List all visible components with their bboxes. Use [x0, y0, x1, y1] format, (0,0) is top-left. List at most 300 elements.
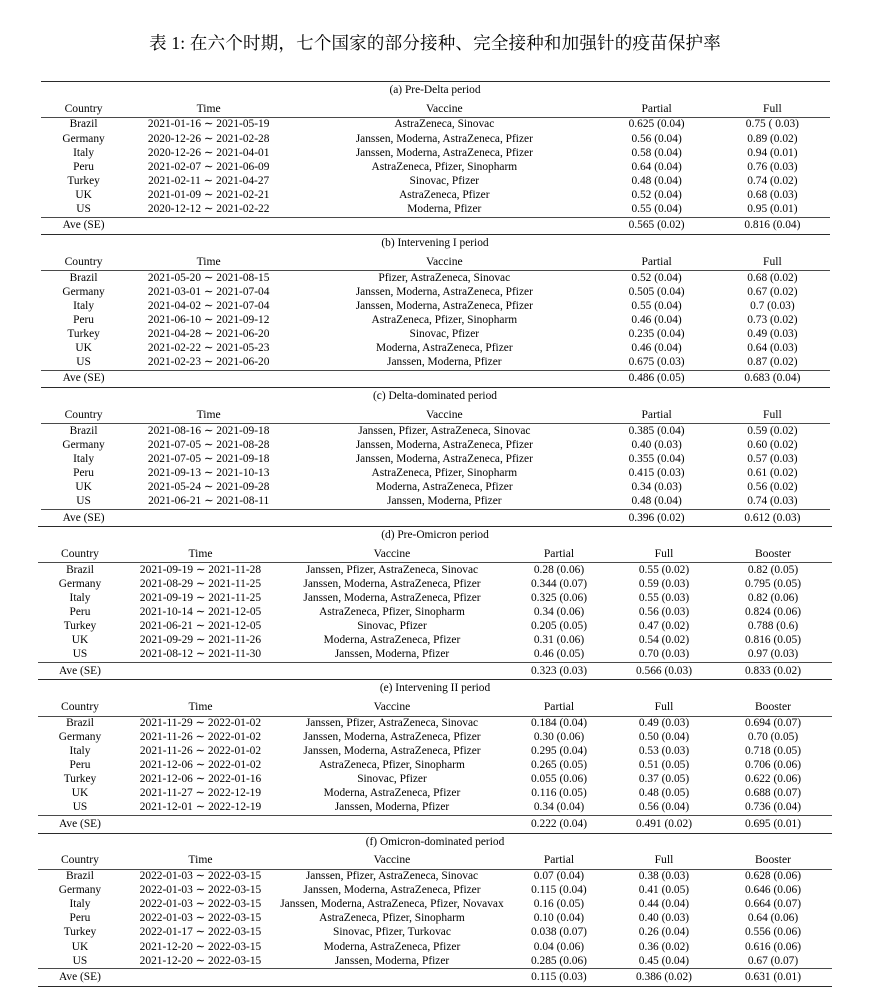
table-row [38, 592, 831, 606]
cell-full: 0.64 (0.03) [747, 342, 798, 355]
average-label: Ave (SE) [38, 663, 121, 680]
panel-b [41, 234, 830, 387]
cell-booster: 0.82 (0.06) [747, 591, 799, 604]
cell-partial: 0.30 (0.06) [533, 731, 585, 743]
average-full: 0.386 (0.02) [613, 969, 714, 986]
cell-vaccine: Janssen, Moderna, AstraZeneca, Pfizer, Novavax [280, 898, 504, 911]
cell-full: 0.67 (0.02) [747, 285, 798, 298]
cell-country: Germany [58, 884, 102, 897]
cell-booster: 0.556 (0.06) [744, 926, 801, 939]
header-row [38, 698, 831, 716]
panel-c [41, 387, 830, 526]
cell-country: Brazil [38, 869, 121, 884]
cell-partial: 0.46 (0.04) [631, 342, 682, 355]
table-row [41, 328, 830, 342]
cell-country: Peru [73, 160, 95, 173]
table-row [41, 481, 830, 495]
column-header-country: Country [60, 699, 99, 713]
column-header-time: Time [188, 853, 213, 867]
column-header-partial: Partial [543, 699, 575, 713]
cell-country: UK [71, 634, 89, 647]
column-header-booster: Booster [754, 699, 792, 713]
cell-partial: 0.355 (0.04) [628, 452, 685, 465]
cell-country: UK [75, 481, 92, 494]
cell-full: 0.59 (0.03) [638, 577, 690, 590]
cell-time: 2022-01-03 ∼ 2022-03-15 [139, 912, 262, 925]
cell-time: 2020-12-26 ∼ 2021-02-28 [147, 132, 270, 145]
cell-country: Brazil [41, 424, 127, 439]
cell-partial: 0.10 (0.04) [533, 912, 585, 925]
average-full: 0.566 (0.03) [613, 663, 714, 680]
cell-full: 0.41 (0.05) [638, 884, 690, 897]
column-header-vaccine: Vaccine [373, 699, 411, 713]
cell-time: 2021-04-28 ∼ 2021-06-20 [147, 327, 270, 340]
cell-vaccine: Moderna, AstraZeneca, Pfizer [375, 481, 513, 494]
cell-booster: 0.616 (0.06) [744, 940, 801, 953]
table-row [41, 424, 830, 439]
cell-full: 0.37 (0.05) [638, 773, 690, 786]
cell-partial: 0.295 (0.04) [530, 745, 587, 758]
cell-vaccine: Janssen, Moderna, Pfizer [334, 801, 450, 814]
cell-partial: 0.184 (0.04) [504, 716, 613, 731]
cell-booster: 0.706 (0.06) [745, 759, 801, 772]
cell-full: 0.94 (0.01) [747, 146, 798, 159]
cell-time: 2021-08-16 ∼ 2021-09-18 [127, 424, 291, 439]
cell-full: 0.75 ( 0.03) [715, 118, 829, 133]
cell-vaccine: Pfizer, AstraZeneca, Sinovac [291, 271, 598, 286]
cell-partial: 0.46 (0.04) [631, 313, 682, 326]
cell-time: 2021-06-10 ∼ 2021-09-12 [147, 313, 270, 326]
cell-partial: 0.52 (0.04) [631, 188, 682, 201]
cell-full: 0.61 (0.02) [747, 467, 798, 479]
section-title: (b) Intervening I period [41, 235, 830, 253]
column-header-booster: Booster [754, 546, 792, 560]
header-row [41, 100, 830, 118]
cell-partial: 0.64 (0.04) [631, 160, 682, 173]
cell-vaccine: Sinovac, Pfizer [357, 773, 427, 786]
table-row [38, 648, 831, 663]
cell-vaccine: Janssen, Moderna, AstraZeneca, Pfizer [355, 299, 533, 312]
cell-time: 2021-02-23 ∼ 2021-06-20 [147, 356, 270, 369]
average-booster: 0.695 (0.01) [714, 816, 831, 833]
cell-vaccine: Janssen, Moderna, AstraZeneca, Pfizer [355, 438, 533, 451]
cell-full: 0.48 (0.05) [638, 787, 690, 800]
column-header-time: Time [196, 254, 221, 268]
table-row [38, 620, 831, 634]
average-partial: 0.396 (0.02) [598, 509, 715, 526]
cell-partial: 0.48 (0.04) [631, 495, 682, 508]
cell-booster: 0.70 (0.05) [747, 731, 799, 743]
cell-full: 0.68 (0.03) [747, 188, 798, 201]
cell-country: Turkey [63, 773, 97, 786]
cell-vaccine: Janssen, Moderna, AstraZeneca, Pfizer [355, 452, 533, 465]
cell-time: 2021-12-06 ∼ 2022-01-16 [139, 773, 262, 786]
average-full: 0.612 (0.03) [715, 509, 829, 526]
cell-time: 2021-08-12 ∼ 2021-11-30 [139, 648, 262, 661]
cell-partial: 0.48 (0.04) [631, 174, 682, 187]
average-partial: 0.323 (0.03) [504, 663, 613, 680]
cell-country: Peru [69, 912, 91, 925]
table-row [38, 884, 831, 898]
cell-country: Turkey [67, 174, 100, 187]
average-full: 0.491 (0.02) [613, 816, 714, 833]
average-blank-time [121, 816, 279, 833]
table-row [41, 342, 830, 356]
cell-time: 2022-01-03 ∼ 2022-03-15 [139, 898, 262, 911]
table-row [38, 745, 831, 759]
cell-vaccine: AstraZeneca, Pfizer, Sinopharm [319, 606, 465, 619]
cell-partial: 0.16 (0.05) [533, 898, 585, 911]
average-row [38, 816, 831, 833]
column-header-vaccine: Vaccine [425, 254, 463, 268]
column-header-vaccine: Vaccine [373, 853, 411, 867]
cell-booster: 0.67 (0.07) [747, 954, 799, 967]
header-row [38, 852, 831, 870]
cell-full: 0.44 (0.04) [638, 898, 690, 911]
cell-time: 2022-01-17 ∼ 2022-03-15 [139, 926, 262, 939]
column-header-full: Full [654, 699, 674, 713]
cell-country: Peru [73, 467, 95, 479]
cell-partial: 0.40 (0.03) [631, 438, 682, 451]
cell-partial: 0.28 (0.06) [504, 563, 613, 578]
average-blank-vaccine [279, 969, 504, 986]
cell-country: US [76, 495, 91, 508]
cell-vaccine: Janssen, Moderna, AstraZeneca, Pfizer [355, 285, 533, 298]
cell-time: 2021-02-11 ∼ 2021-04-27 [148, 174, 270, 187]
cell-vaccine: Moderna, AstraZeneca, Pfizer [375, 342, 513, 355]
cell-country: Turkey [63, 926, 97, 939]
table-row [41, 285, 830, 299]
average-partial: 0.565 (0.02) [598, 217, 715, 234]
cell-vaccine: Janssen, Moderna, AstraZeneca, Pfizer [355, 132, 533, 145]
cell-booster: 0.816 (0.05) [744, 634, 801, 647]
cell-country: Germany [62, 285, 105, 298]
cell-vaccine: Janssen, Moderna, AstraZeneca, Pfizer [303, 884, 481, 897]
table-row [41, 314, 830, 328]
cell-booster: 0.97 (0.03) [747, 648, 799, 661]
column-header-time: Time [196, 101, 221, 115]
cell-time: 2021-12-06 ∼ 2022-01-02 [139, 759, 262, 772]
average-full: 0.816 (0.04) [715, 217, 829, 234]
cell-country: US [72, 648, 88, 661]
cell-country: US [76, 203, 91, 215]
cell-time: 2021-11-29 ∼ 2022-01-02 [121, 716, 279, 731]
section-caption-row [41, 388, 830, 406]
cell-full: 0.40 (0.03) [638, 912, 690, 925]
average-blank-vaccine [291, 509, 598, 526]
cell-country: Italy [69, 591, 91, 604]
cell-booster: 0.664 (0.07) [744, 898, 801, 911]
table-row [41, 299, 830, 313]
average-partial: 0.486 (0.05) [598, 370, 715, 387]
section-title: (d) Pre-Omicron period [38, 527, 831, 545]
cell-time: 2021-09-13 ∼ 2021-10-13 [147, 467, 270, 479]
cell-vaccine: Janssen, Pfizer, AstraZeneca, Sinovac [279, 563, 504, 578]
cell-partial: 0.265 (0.05) [530, 759, 587, 772]
cell-time: 2021-03-01 ∼ 2021-07-04 [147, 285, 270, 298]
cell-partial: 0.31 (0.06) [533, 634, 585, 647]
table-row [38, 801, 831, 816]
cell-partial: 0.675 (0.03) [628, 356, 685, 369]
cell-vaccine: Moderna, AstraZeneca, Pfizer [323, 787, 461, 800]
cell-time: 2022-01-03 ∼ 2022-03-15 [121, 869, 279, 884]
cell-time: 2021-06-21 ∼ 2021-08-11 [148, 495, 270, 508]
cell-full: 0.59 (0.02) [715, 424, 829, 439]
section-caption-row [41, 235, 830, 253]
average-blank-time [127, 217, 291, 234]
cell-time: 2021-11-26 ∼ 2022-01-02 [139, 731, 262, 743]
average-label: Ave (SE) [38, 969, 121, 986]
table-row [38, 578, 831, 592]
section-title: (a) Pre-Delta period [41, 82, 830, 100]
table-row [38, 912, 831, 926]
table-row [41, 438, 830, 452]
cell-full: 0.36 (0.02) [638, 940, 690, 953]
cell-partial: 0.055 (0.06) [530, 773, 587, 786]
cell-partial: 0.415 (0.03) [628, 467, 685, 479]
column-header-time: Time [188, 699, 213, 713]
cell-vaccine: Moderna, Pfizer [407, 203, 482, 215]
column-header-time: Time [188, 546, 213, 560]
cell-full: 0.60 (0.02) [747, 438, 798, 451]
cell-country: UK [71, 787, 89, 800]
table-row [38, 731, 831, 745]
section-title: (e) Intervening II period [38, 680, 831, 698]
table-row [41, 118, 830, 133]
table-row [38, 634, 831, 648]
cell-booster: 0.64 (0.06) [747, 912, 799, 925]
cell-country: Brazil [41, 118, 127, 133]
cell-full: 0.74 (0.03) [747, 495, 798, 508]
cell-partial: 0.34 (0.04) [533, 801, 585, 814]
cell-country: US [72, 954, 88, 967]
cell-vaccine: Janssen, Moderna, Pfizer [387, 495, 502, 508]
table-row [38, 773, 831, 787]
page-title: 表 1: 在六个时期，七个国家的部分接种、完全接种和加强针的疫苗保护率 [149, 33, 721, 53]
average-full: 0.683 (0.04) [715, 370, 829, 387]
cell-full: 0.87 (0.02) [747, 356, 798, 369]
cell-vaccine: Janssen, Moderna, AstraZeneca, Pfizer [303, 591, 481, 604]
cell-vaccine: AstraZeneca, Sinovac [291, 118, 598, 133]
cell-vaccine: AstraZeneca, Pfizer, Sinopharm [319, 912, 465, 925]
cell-vaccine: Janssen, Moderna, AstraZeneca, Pfizer [303, 745, 481, 758]
column-header-country: Country [64, 254, 103, 268]
cell-full: 0.47 (0.02) [638, 620, 690, 633]
cell-booster: 0.718 (0.05) [745, 745, 801, 758]
table-row [41, 453, 830, 467]
cell-full: 0.56 (0.02) [747, 481, 798, 494]
cell-country: Peru [73, 313, 95, 326]
cell-time: 2021-01-16 ∼ 2021-05-19 [127, 118, 291, 133]
cell-full: 0.89 (0.02) [747, 132, 798, 145]
column-header-full: Full [763, 407, 782, 421]
cell-booster: 0.788 (0.6) [747, 620, 799, 633]
cell-time: 2021-11-27 ∼ 2022-12-19 [139, 787, 262, 800]
section-caption-row [38, 527, 831, 545]
cell-full: 0.38 (0.03) [613, 869, 714, 884]
cell-partial: 0.115 (0.04) [531, 884, 587, 897]
cell-country: Brazil [38, 716, 121, 731]
cell-country: Italy [73, 452, 95, 465]
header-row [38, 545, 831, 563]
cell-country: UK [75, 188, 92, 201]
cell-vaccine: Sinovac, Pfizer [409, 174, 480, 187]
cell-country: Italy [69, 898, 91, 911]
cell-partial: 0.116 (0.05) [531, 787, 587, 800]
cell-vaccine: Janssen, Pfizer, AstraZeneca, Sinovac [279, 869, 504, 884]
cell-time: 2021-09-29 ∼ 2021-11-26 [139, 634, 262, 647]
cell-time: 2021-10-14 ∼ 2021-12-05 [139, 606, 262, 619]
panel-e [38, 679, 831, 832]
cell-country: UK [75, 342, 92, 355]
cell-full: 0.53 (0.03) [638, 745, 690, 758]
column-header-vaccine: Vaccine [425, 101, 463, 115]
cell-time: 2021-02-22 ∼ 2021-05-23 [147, 342, 270, 355]
average-blank-vaccine [279, 816, 504, 833]
cell-partial: 0.385 (0.04) [598, 424, 715, 439]
cell-partial: 0.04 (0.06) [533, 940, 585, 953]
column-header-full: Full [654, 546, 674, 560]
column-header-country: Country [60, 853, 99, 867]
cell-full: 0.74 (0.02) [747, 174, 798, 187]
cell-partial: 0.344 (0.07) [530, 577, 587, 590]
cell-time: 2021-09-19 ∼ 2021-11-28 [121, 563, 279, 578]
cell-vaccine: Moderna, AstraZeneca, Pfizer [323, 940, 461, 953]
average-blank-time [127, 509, 291, 526]
section-caption-row [38, 680, 831, 698]
table-row [38, 606, 831, 620]
column-header-full: Full [654, 853, 674, 867]
cell-partial: 0.55 (0.04) [631, 203, 682, 215]
average-blank-time [127, 370, 291, 387]
cell-vaccine: Sinovac, Pfizer, Turkovac [333, 926, 451, 939]
cell-time: 2021-06-21 ∼ 2021-12-05 [139, 620, 262, 633]
cell-time: 2021-07-05 ∼ 2021-09-18 [147, 452, 270, 465]
cell-time: 2020-12-12 ∼ 2021-02-22 [147, 203, 270, 215]
column-header-full: Full [763, 254, 782, 268]
cell-country: Italy [73, 146, 95, 159]
cell-partial: 0.34 (0.03) [631, 481, 682, 494]
cell-country: Germany [58, 731, 102, 743]
table-row [38, 954, 831, 969]
header-row [41, 253, 830, 271]
cell-time: 2021-09-19 ∼ 2021-11-25 [139, 591, 262, 604]
table-row [38, 940, 831, 954]
table-row [41, 356, 830, 371]
table-row [41, 203, 830, 218]
table-row [41, 467, 830, 481]
panel-f [38, 833, 831, 988]
cell-vaccine: Janssen, Pfizer, AstraZeneca, Sinovac [279, 716, 504, 731]
average-partial: 0.222 (0.04) [504, 816, 613, 833]
section-title: (c) Delta-dominated period [41, 388, 830, 406]
column-header-partial: Partial [543, 546, 575, 560]
average-label: Ave (SE) [41, 370, 127, 387]
cell-vaccine: Janssen, Moderna, AstraZeneca, Pfizer [303, 577, 481, 590]
cell-partial: 0.07 (0.04) [504, 869, 613, 884]
cell-booster: 0.646 (0.06) [744, 884, 801, 897]
cell-vaccine: Janssen, Moderna, Pfizer [387, 356, 502, 369]
cell-time: 2021-08-29 ∼ 2021-11-25 [139, 577, 262, 590]
table-row [38, 898, 831, 912]
panel-a [41, 81, 830, 234]
cell-vaccine: Janssen, Moderna, AstraZeneca, Pfizer [355, 146, 533, 159]
section-title: (f) Omicron-dominated period [38, 833, 831, 851]
cell-vaccine: Janssen, Moderna, Pfizer [334, 954, 450, 967]
cell-partial: 0.325 (0.06) [530, 591, 587, 604]
cell-partial: 0.58 (0.04) [631, 146, 682, 159]
cell-full: 0.55 (0.03) [638, 591, 690, 604]
cell-vaccine: Janssen, Moderna, Pfizer [334, 648, 450, 661]
cell-booster: 0.82 (0.05) [714, 563, 831, 578]
cell-time: 2021-02-07 ∼ 2021-06-09 [147, 160, 270, 173]
column-header-country: Country [64, 101, 103, 115]
table-row [41, 146, 830, 160]
cell-partial: 0.625 (0.04) [598, 118, 715, 133]
average-blank-time [121, 663, 279, 680]
average-row [41, 370, 830, 387]
column-header-vaccine: Vaccine [425, 407, 463, 421]
table-row [38, 869, 831, 884]
column-header-country: Country [64, 407, 103, 421]
cell-partial: 0.505 (0.04) [628, 285, 685, 298]
cell-time: 2021-11-26 ∼ 2022-01-02 [139, 745, 262, 758]
cell-time: 2021-12-01 ∼ 2022-12-19 [139, 801, 262, 814]
cell-time: 2020-12-26 ∼ 2021-04-01 [147, 146, 270, 159]
cell-country: US [72, 801, 88, 814]
cell-full: 0.56 (0.03) [638, 606, 690, 619]
cell-vaccine: AstraZeneca, Pfizer, Sinopharm [319, 759, 465, 772]
cell-vaccine: Janssen, Pfizer, AstraZeneca, Sinovac [291, 424, 598, 439]
table-row [38, 716, 831, 731]
table-row [41, 160, 830, 174]
cell-vaccine: AstraZeneca, Pfizer [399, 188, 490, 201]
cell-partial: 0.46 (0.05) [533, 648, 585, 661]
table-row [38, 787, 831, 801]
column-header-time: Time [196, 407, 221, 421]
cell-full: 0.56 (0.04) [638, 801, 690, 814]
cell-time: 2022-01-03 ∼ 2022-03-15 [139, 884, 262, 897]
section-caption-row [38, 833, 831, 851]
section-caption-row [41, 82, 830, 100]
column-header-partial: Partial [641, 101, 672, 115]
average-label: Ave (SE) [41, 217, 127, 234]
cell-country: Brazil [38, 563, 121, 578]
cell-booster: 0.736 (0.04) [745, 801, 801, 814]
cell-country: Brazil [41, 271, 127, 286]
average-row [38, 969, 831, 986]
header-row [41, 406, 830, 424]
cell-country: Italy [73, 299, 95, 312]
cell-full: 0.95 (0.01) [747, 203, 798, 215]
cell-booster: 0.694 (0.07) [714, 716, 831, 731]
cell-country: UK [71, 940, 89, 953]
table-row [41, 132, 830, 146]
column-header-country: Country [60, 546, 99, 560]
table-row [41, 189, 830, 203]
cell-time: 2021-05-20 ∼ 2021-08-15 [127, 271, 291, 286]
cell-full: 0.68 (0.02) [715, 271, 829, 286]
average-row [38, 663, 831, 680]
column-header-full: Full [763, 101, 782, 115]
cell-full: 0.7 (0.03) [750, 299, 795, 312]
cell-vaccine: AstraZeneca, Pfizer, Sinopharm [371, 313, 518, 326]
column-header-partial: Partial [641, 254, 672, 268]
cell-full: 0.26 (0.04) [638, 926, 690, 939]
average-blank-vaccine [291, 217, 598, 234]
cell-partial: 0.52 (0.04) [598, 271, 715, 286]
cell-full: 0.49 (0.03) [747, 327, 798, 340]
